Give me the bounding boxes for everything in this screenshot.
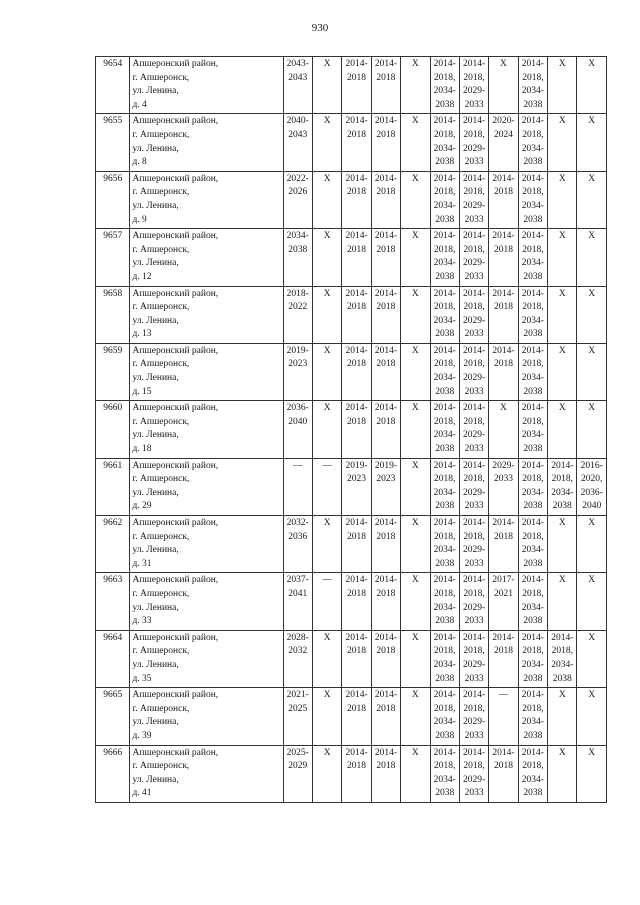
period-cell: 2014- 2018, 2034- 2038: [430, 57, 459, 114]
address-line: ул. Ленина,: [132, 717, 179, 728]
record-number: 9665: [96, 688, 130, 745]
address-line: г. Апшеронск,: [132, 703, 190, 714]
period-cell: Х: [312, 688, 341, 745]
period-cell: 2014- 2018: [371, 286, 400, 343]
address-line: Апшеронский район,: [132, 575, 219, 586]
record-number: 9664: [96, 630, 130, 687]
period-cell: Х: [577, 286, 607, 343]
period-cell: 2014- 2018: [342, 229, 371, 286]
period-cell: 2029- 2033: [489, 458, 518, 515]
address-line: ул. Ленина,: [132, 143, 179, 154]
address-line: г. Апшеронск,: [132, 244, 190, 255]
period-cell: 2014- 2018, 2034- 2038: [518, 745, 547, 802]
period-cell: 2014- 2018, 2034- 2038: [430, 573, 459, 630]
period-cell: Х: [401, 114, 430, 171]
period-cell: Х: [401, 458, 430, 515]
address-line: д. 31: [132, 558, 152, 569]
period-cell: 2037- 2041: [283, 573, 312, 630]
address-line: Апшеронский район,: [132, 690, 219, 701]
address-line: г. Апшеронск,: [132, 588, 190, 599]
address-cell: [130, 516, 283, 573]
period-cell: Х: [312, 630, 341, 687]
address-line: д. 41: [132, 788, 152, 799]
registry-body: [96, 57, 607, 803]
address-cell: [130, 171, 283, 228]
address-cell: [130, 745, 283, 802]
address-line: г. Апшеронск,: [132, 531, 190, 542]
period-cell: 2014- 2018: [342, 114, 371, 171]
period-cell: 2022- 2026: [283, 171, 312, 228]
period-cell: 2014- 2018, 2029- 2033: [459, 229, 488, 286]
period-cell: —: [489, 688, 518, 745]
address-line: д. 33: [132, 616, 152, 627]
period-cell: 2034- 2038: [283, 229, 312, 286]
address-line: г. Апшеронск,: [132, 359, 190, 370]
address-cell: [130, 688, 283, 745]
period-cell: 2028- 2032: [283, 630, 312, 687]
period-cell: 2014- 2018: [371, 401, 400, 458]
period-cell: Х: [577, 57, 607, 114]
record-number: 9656: [96, 171, 130, 228]
period-cell: 2014- 2018, 2029- 2033: [459, 343, 488, 400]
address-line: д. 8: [132, 157, 147, 168]
address-line: д. 12: [132, 271, 152, 282]
period-cell: 2014- 2018, 2029- 2033: [459, 57, 488, 114]
address-line: Апшеронский район,: [132, 345, 219, 356]
address-line: г. Апшеронск,: [132, 474, 190, 485]
period-cell: 2014- 2018, 2034- 2038: [430, 229, 459, 286]
period-cell: 2014- 2018: [371, 745, 400, 802]
address-cell: [130, 57, 283, 114]
period-cell: Х: [401, 401, 430, 458]
period-cell: —: [312, 458, 341, 515]
period-cell: Х: [401, 57, 430, 114]
table-row: [96, 171, 607, 228]
period-cell: 2014- 2018, 2034- 2038: [518, 171, 547, 228]
address-line: ул. Ленина,: [132, 487, 179, 498]
period-cell: 2014- 2018, 2034- 2038: [548, 630, 577, 687]
period-cell: 2019- 2023: [342, 458, 371, 515]
address-line: д. 29: [132, 501, 152, 512]
address-cell: [130, 343, 283, 400]
record-number: 9660: [96, 401, 130, 458]
period-cell: Х: [312, 229, 341, 286]
period-cell: 2014- 2018, 2029- 2033: [459, 286, 488, 343]
address-line: д. 4: [132, 99, 147, 110]
period-cell: 2014- 2018: [342, 401, 371, 458]
period-cell: 2014- 2018: [342, 343, 371, 400]
period-cell: 2014- 2018, 2034- 2038: [430, 688, 459, 745]
address-line: д. 15: [132, 386, 152, 397]
period-cell: Х: [577, 401, 607, 458]
address-cell: [130, 573, 283, 630]
address-line: Апшеронский район,: [132, 173, 219, 184]
period-cell: 2014- 2018, 2029- 2033: [459, 401, 488, 458]
period-cell: 2016- 2020, 2036- 2040: [577, 458, 607, 515]
period-cell: 2014- 2018: [342, 516, 371, 573]
period-cell: Х: [312, 516, 341, 573]
address-line: ул. Ленина,: [132, 659, 179, 670]
table-row: [96, 57, 607, 114]
address-line: ул. Ленина,: [132, 430, 179, 441]
address-line: ул. Ленина,: [132, 602, 179, 613]
record-number: 9663: [96, 573, 130, 630]
address-line: г. Апшеронск,: [132, 646, 190, 657]
record-number: 9658: [96, 286, 130, 343]
period-cell: Х: [577, 745, 607, 802]
period-cell: 2014- 2018, 2029- 2033: [459, 114, 488, 171]
address-line: д. 18: [132, 444, 152, 455]
period-cell: 2014- 2018, 2029- 2033: [459, 573, 488, 630]
period-cell: Х: [312, 114, 341, 171]
period-cell: Х: [401, 688, 430, 745]
period-cell: 2019- 2023: [283, 343, 312, 400]
period-cell: Х: [312, 286, 341, 343]
address-line: Апшеронский район,: [132, 116, 219, 127]
address-line: г. Апшеронск,: [132, 761, 190, 772]
period-cell: Х: [548, 286, 577, 343]
record-number: 9655: [96, 114, 130, 171]
address-line: Апшеронский район,: [132, 747, 219, 758]
period-cell: Х: [577, 516, 607, 573]
period-cell: 2014- 2018, 2034- 2038: [518, 458, 547, 515]
table-row: [96, 343, 607, 400]
address-line: Апшеронский район,: [132, 460, 219, 471]
period-cell: 2014- 2018, 2034- 2038: [430, 401, 459, 458]
period-cell: 2040- 2043: [283, 114, 312, 171]
address-line: ул. Ленина,: [132, 373, 179, 384]
period-cell: 2014- 2018: [342, 573, 371, 630]
address-cell: [130, 286, 283, 343]
period-cell: Х: [312, 401, 341, 458]
period-cell: 2014- 2018, 2034- 2038: [430, 458, 459, 515]
period-cell: 2014- 2018: [342, 745, 371, 802]
address-cell: [130, 458, 283, 515]
period-cell: 2020- 2024: [489, 114, 518, 171]
address-line: ул. Ленина,: [132, 545, 179, 556]
period-cell: 2014- 2018: [489, 516, 518, 573]
period-cell: 2014- 2018, 2034- 2038: [518, 114, 547, 171]
period-cell: Х: [548, 57, 577, 114]
address-cell: [130, 114, 283, 171]
period-cell: Х: [548, 229, 577, 286]
period-cell: Х: [577, 171, 607, 228]
address-line: Апшеронский район,: [132, 403, 219, 414]
period-cell: Х: [401, 286, 430, 343]
address-line: ул. Ленина,: [132, 200, 179, 211]
period-cell: 2014- 2018: [371, 688, 400, 745]
address-line: г. Апшеронск,: [132, 129, 190, 140]
period-cell: Х: [548, 745, 577, 802]
table-row: [96, 458, 607, 515]
period-cell: Х: [577, 688, 607, 745]
table-row: [96, 401, 607, 458]
period-cell: 2032- 2036: [283, 516, 312, 573]
period-cell: Х: [577, 630, 607, 687]
address-line: Апшеронский район,: [132, 632, 219, 643]
period-cell: Х: [548, 171, 577, 228]
period-cell: Х: [489, 401, 518, 458]
address-line: ул. Ленина,: [132, 315, 179, 326]
period-cell: Х: [312, 745, 341, 802]
address-cell: [130, 401, 283, 458]
period-cell: 2014- 2018, 2029- 2033: [459, 458, 488, 515]
period-cell: Х: [577, 343, 607, 400]
period-cell: Х: [548, 688, 577, 745]
record-number: 9654: [96, 57, 130, 114]
address-line: д. 39: [132, 730, 152, 741]
period-cell: Х: [401, 171, 430, 228]
period-cell: 2014- 2018: [371, 57, 400, 114]
period-cell: 2014- 2018: [489, 343, 518, 400]
record-number: 9657: [96, 229, 130, 286]
period-cell: Х: [577, 573, 607, 630]
period-cell: 2021- 2025: [283, 688, 312, 745]
address-line: Апшеронский район,: [132, 59, 219, 69]
period-cell: 2014- 2018, 2034- 2038: [430, 630, 459, 687]
period-cell: Х: [548, 114, 577, 171]
period-cell: 2014- 2018, 2029- 2033: [459, 745, 488, 802]
table-row: [96, 688, 607, 745]
period-cell: 2014- 2018, 2029- 2033: [459, 171, 488, 228]
period-cell: 2014- 2018, 2034- 2038: [518, 401, 547, 458]
period-cell: 2014- 2018, 2034- 2038: [518, 286, 547, 343]
period-cell: 2014- 2018: [489, 630, 518, 687]
period-cell: 2014- 2018: [342, 688, 371, 745]
period-cell: 2014- 2018, 2034- 2038: [518, 343, 547, 400]
period-cell: 2014- 2018, 2034- 2038: [518, 688, 547, 745]
period-cell: Х: [312, 343, 341, 400]
period-cell: 2014- 2018, 2034- 2038: [518, 573, 547, 630]
record-number: 9662: [96, 516, 130, 573]
table-row: [96, 516, 607, 573]
period-cell: Х: [312, 57, 341, 114]
record-number: 9659: [96, 343, 130, 400]
period-cell: 2014- 2018, 2034- 2038: [430, 516, 459, 573]
record-number: 9661: [96, 458, 130, 515]
period-cell: Х: [401, 745, 430, 802]
address-line: Апшеронский район,: [132, 518, 219, 528]
period-cell: 2017- 2021: [489, 573, 518, 630]
period-cell: 2014- 2018: [371, 630, 400, 687]
period-cell: 2014- 2018, 2034- 2038: [430, 343, 459, 400]
period-cell: 2014- 2018, 2034- 2038: [430, 114, 459, 171]
address-line: г. Апшеронск,: [132, 72, 190, 83]
record-number: 9666: [96, 745, 130, 802]
address-line: ул. Ленина,: [132, 774, 179, 785]
period-cell: 2014- 2018: [489, 286, 518, 343]
period-cell: 2014- 2018: [371, 171, 400, 228]
period-cell: 2014- 2018, 2034- 2038: [430, 286, 459, 343]
period-cell: 2014- 2018: [371, 516, 400, 573]
table-row: [96, 745, 607, 802]
period-cell: 2014- 2018, 2034- 2038: [518, 516, 547, 573]
period-cell: 2014- 2018: [342, 171, 371, 228]
address-line: ул. Ленина,: [132, 258, 179, 269]
period-cell: —: [283, 458, 312, 515]
period-cell: 2043- 2043: [283, 57, 312, 114]
table-row: [96, 286, 607, 343]
period-cell: 2014- 2018: [371, 573, 400, 630]
period-cell: Х: [312, 171, 341, 228]
address-cell: [130, 229, 283, 286]
period-cell: Х: [577, 114, 607, 171]
period-cell: —: [312, 573, 341, 630]
period-cell: 2014- 2018, 2034- 2038: [518, 630, 547, 687]
period-cell: Х: [401, 573, 430, 630]
period-cell: Х: [548, 343, 577, 400]
period-cell: 2014- 2018, 2029- 2033: [459, 688, 488, 745]
period-cell: Х: [489, 57, 518, 114]
period-cell: Х: [577, 229, 607, 286]
period-cell: Х: [548, 401, 577, 458]
period-cell: Х: [548, 516, 577, 573]
period-cell: 2019- 2023: [371, 458, 400, 515]
period-cell: 2014- 2018, 2029- 2033: [459, 516, 488, 573]
period-cell: 2014- 2018: [371, 343, 400, 400]
address-line: Апшеронский район,: [132, 288, 219, 299]
period-cell: Х: [401, 630, 430, 687]
period-cell: 2014- 2018: [342, 286, 371, 343]
registry-table: [95, 56, 607, 803]
page-number: 930: [311, 22, 329, 34]
address-line: Апшеронский район,: [132, 231, 219, 242]
address-line: д. 13: [132, 329, 152, 340]
period-cell: 2014- 2018, 2034- 2038: [518, 57, 547, 114]
period-cell: 2014- 2018, 2034- 2038: [518, 229, 547, 286]
address-line: д. 9: [132, 214, 147, 225]
period-cell: 2018- 2022: [283, 286, 312, 343]
address-line: ул. Ленина,: [132, 86, 179, 97]
table-row: [96, 114, 607, 171]
period-cell: Х: [401, 229, 430, 286]
period-cell: 2014- 2018: [371, 114, 400, 171]
period-cell: 2014- 2018, 2034- 2038: [430, 171, 459, 228]
table-row: [96, 573, 607, 630]
address-line: г. Апшеронск,: [132, 416, 190, 427]
table-row: [96, 630, 607, 687]
address-line: г. Апшеронск,: [132, 187, 190, 198]
table-row: [96, 229, 607, 286]
period-cell: Х: [401, 516, 430, 573]
period-cell: 2014- 2018: [489, 171, 518, 228]
period-cell: 2025- 2029: [283, 745, 312, 802]
address-line: г. Апшеронск,: [132, 302, 190, 313]
period-cell: 2014- 2018: [342, 630, 371, 687]
period-cell: 2014- 2018, 2034- 2038: [430, 745, 459, 802]
period-cell: 2014- 2018, 2029- 2033: [459, 630, 488, 687]
period-cell: 2014- 2018: [489, 229, 518, 286]
period-cell: Х: [401, 343, 430, 400]
period-cell: Х: [548, 573, 577, 630]
period-cell: 2036- 2040: [283, 401, 312, 458]
address-cell: [130, 630, 283, 687]
period-cell: 2014- 2018: [489, 745, 518, 802]
period-cell: 2014- 2018: [371, 229, 400, 286]
period-cell: 2014- 2018, 2034- 2038: [548, 458, 577, 515]
period-cell: 2014- 2018: [342, 57, 371, 114]
address-line: д. 35: [132, 673, 152, 684]
